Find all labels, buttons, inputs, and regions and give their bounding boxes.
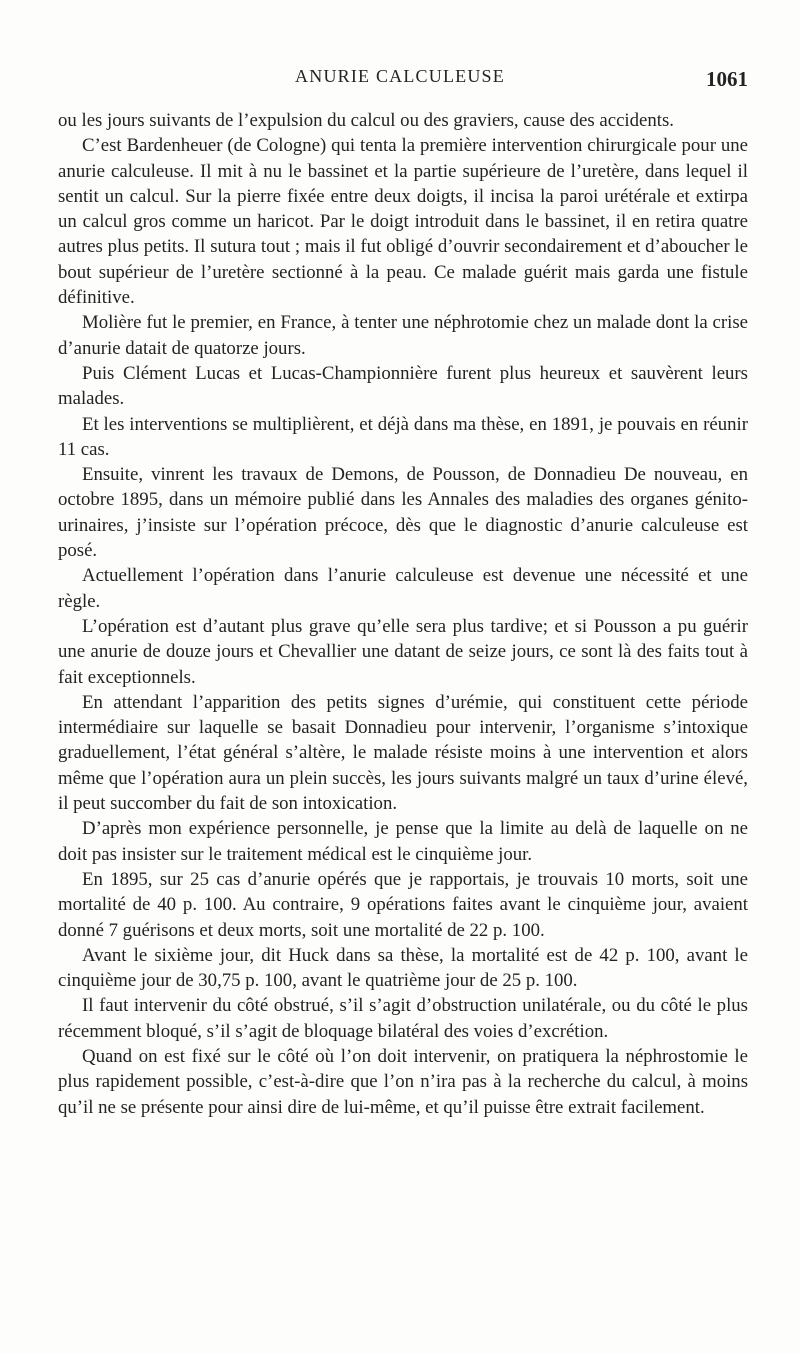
paragraph: Ensuite, vinrent les travaux de Demons, de Pousson, de Donnadieu De nouveau, en octobre 1895, dans un mémoire publié dans les Annales des maladies des organes génito-urinaires, j’insiste sur l’opération précoce, dès que le diagnostic d’anurie calculeuse est posé. (58, 464, 748, 562)
paragraph: Et les interventions se multiplièrent, et déjà dans ma thèse, en 1891, je pouvais en réunir 11 cas. (58, 413, 748, 460)
paragraph: Il faut intervenir du côté obstrué, s’il s’agit d’obstruction unilatérale, ou du côté le plus récemment bloqué, s’il s’agit de bloquage bilatéral des voies d’excrétion. (58, 995, 748, 1042)
paragraph: Puis Clément Lucas et Lucas-Championnière furent plus heureux et sauvèrent leurs malades. (58, 362, 748, 410)
body-text (58, 108, 748, 1120)
paragraph: Quand on est fixé sur le côté où l’on doit intervenir, on pratiquera la néphrostomie le plus rapidement possible, c’est-à-dire que l’on n’ira pas à la recherche du calcul, à moins qu’il ne se présente pour ainsi dire de lui-même, et qu’il puisse être extrait facilement. (58, 1045, 748, 1118)
running-title: ANURIE CALCULEUSE (295, 66, 505, 86)
running-header (0, 66, 800, 96)
paragraph: Actuellement l’opération dans l’anurie calculeuse est devenue une nécessité et une règle. (58, 565, 748, 612)
page-number: 1061 (706, 67, 748, 91)
paragraph: En 1895, sur 25 cas d’anurie opérés que je rapportais, je trouvais 10 morts, soit une mortalité de 40 p. 100. Au contraire, 9 opérations faites avant le cinquième jour, avaient donné 7 guérisons et deux morts, soit une mortalité de 22 p. 100. (58, 868, 748, 941)
paragraph: ou les jours suivants de l’expulsion du calcul ou des graviers, cause des accidents. (58, 110, 674, 131)
paragraph: L’opération est d’autant plus grave qu’elle sera plus tardive; et si Pousson a pu guérir une anurie de douze jours et Chevallier une datant de seize jours, ce sont là des faits tout à fait exceptionnels. (58, 615, 748, 688)
paragraph: Molière fut le premier, en France, à tenter une néphrotomie chez un malade dont la crise d’anurie datait de quatorze jours. (58, 312, 748, 359)
paragraph: C’est Bardenheuer (de Cologne) qui tenta la première intervention chirurgicale pour une anurie calculeuse. Il mit à nu le bassinet et la partie supérieure de l’uretère, dans lequel il sentit un calcul. Sur la pierre fixée entre deux doigts, il incisa la paroi urétérale et extirpa un calcul gros comme un haricot. Par le doigt introduit dans le bassinet, il en retira quatre autres plus petits. Il sutura tout ; mais il fut obligé d’ouvrir secondairement et d’aboucher le bout supérieur de l’uretère sectionné à la peau. Ce malade guérit mais garda une fistule définitive. (58, 135, 748, 309)
paragraph: En attendant l’apparition des petits signes d’urémie, qui constituent cette période intermédiaire sur laquelle se basait Donnadieu pour intervenir, l’organisme s’intoxique graduellement, l’état général s’altère, le malade résiste moins à une intervention et alors même que l’opération aura un plein succès, les jours suivants malgré un taux d’urine élevé, il peut succomber du fait de son intoxication. (58, 691, 748, 815)
paragraph: Avant le sixième jour, dit Huck dans sa thèse, la mortalité est de 42 p. 100, avant le cinquième jour de 30,75 p. 100, avant le quatrième jour de 25 p. 100. (58, 944, 748, 992)
paragraph: D’après mon expérience personnelle, je pense que la limite au delà de laquelle on ne doit pas insister sur le traitement médical est le cinquième jour. (58, 818, 748, 865)
